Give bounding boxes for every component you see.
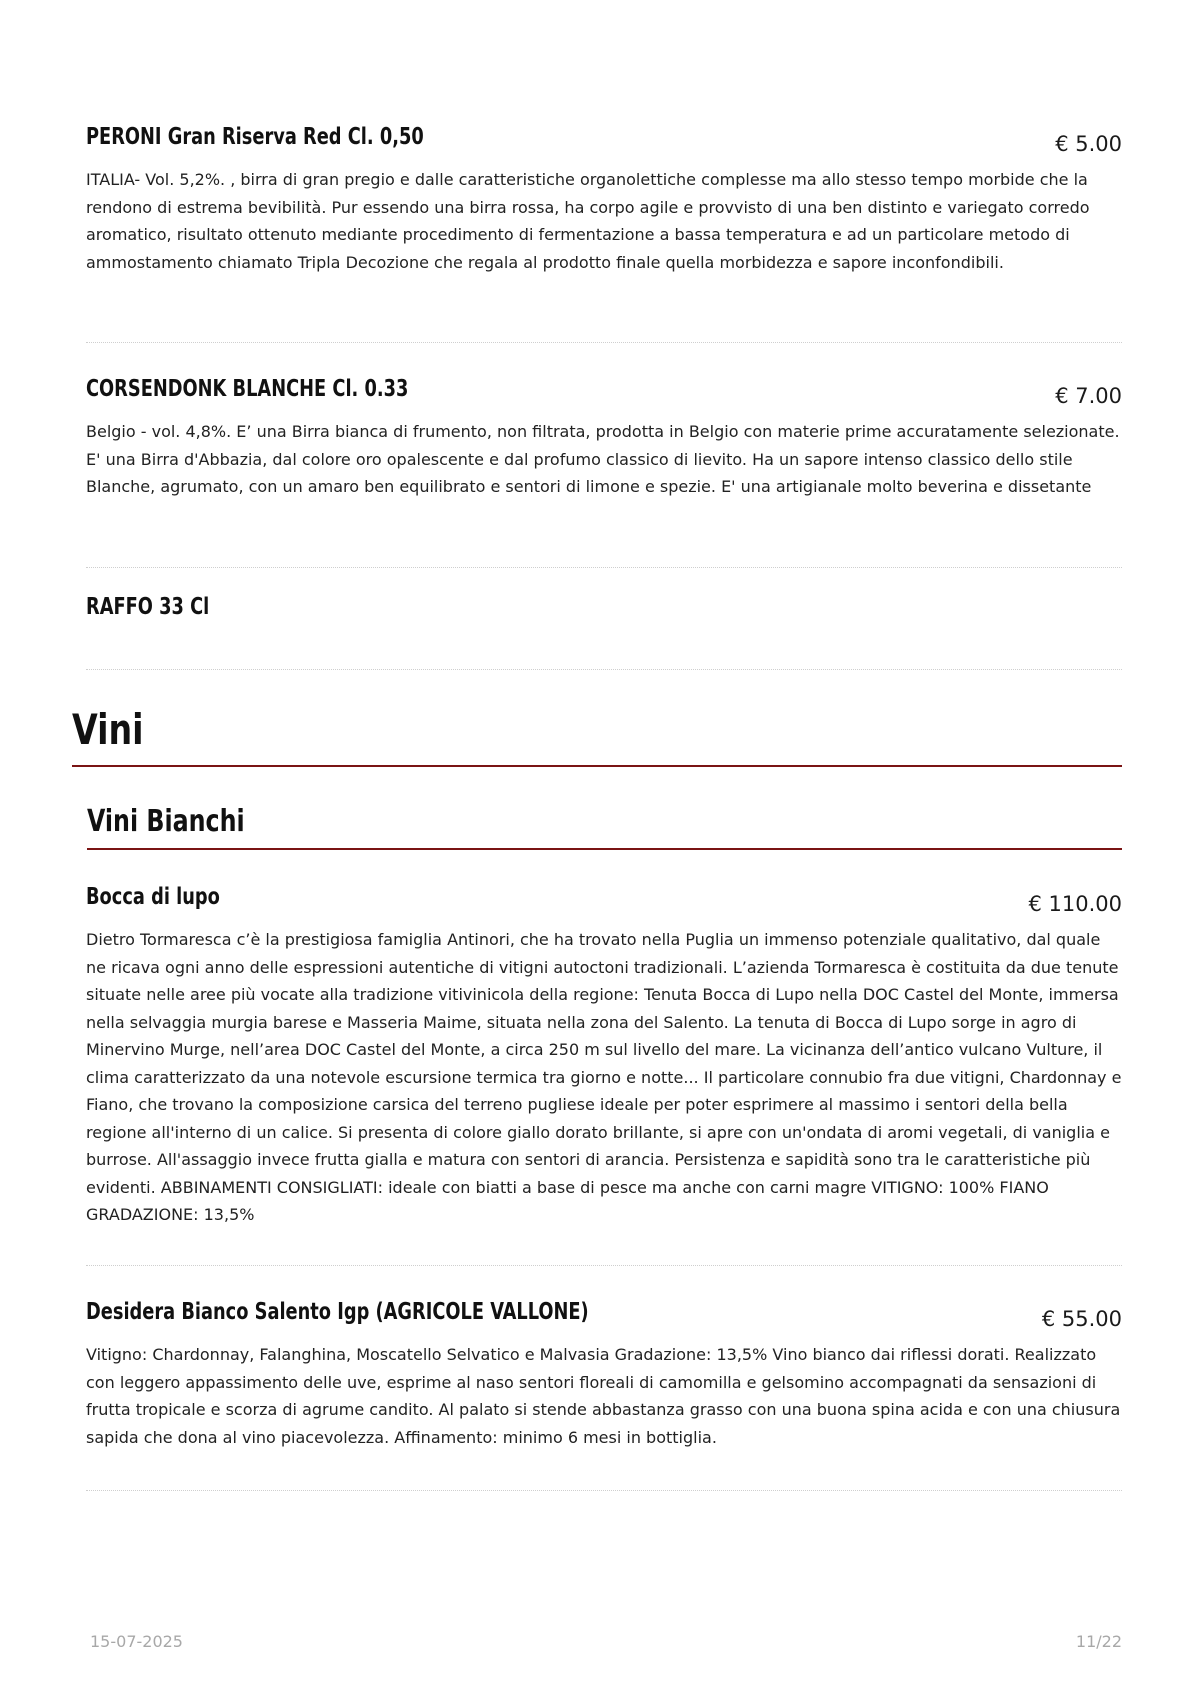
item-price: € 110.00 [1028, 892, 1122, 916]
section-title: Vini [72, 705, 144, 754]
item-name: PERONI Gran Riserva Red Cl. 0,50 [86, 124, 424, 150]
item-price: € 5.00 [1055, 132, 1122, 156]
item-description: ITALIA- Vol. 5,2%. , birra di gran pregio e dalle caratteristiche organolettiche complesse ma allo stesso tempo morbide che la rendono di estrema bevibilità. Pur essendo una birra rossa, ha corpo agile e provvisto di una ben distinto e variegato corredo aromatico, risultato ottenuto mediante procedimento di fermentazione a bassa temperatura e ad un particolare metodo di ammostamento chiamato Tripla Decozione che regala al prodotto finale quella morbidezza e sapore inconfondibili. [86, 170, 1090, 272]
item-name: RAFFO 33 Cl [86, 594, 210, 620]
footer-page-number: 11/22 [1075, 1632, 1122, 1651]
item-description: Vitigno: Chardonnay, Falanghina, Moscatello Selvatico e Malvasia Gradazione: 13,5% Vino bianco dai riflessi dorati. Realizzato con leggero appassimento delle uve, esprime al naso sentori floreali di camomilla e gelsomino accompagnati da sensazioni di frutta tropicale e scorza di agrume candito. Al palato si stende abbastanza grasso con una buona spina acida e con una chiusura sapida che dona al vino piacevolezza. Affinamento: minimo 6 mesi in bottiglia. [86, 1345, 1121, 1447]
footer-date: 15-07-2025 [90, 1632, 183, 1651]
item-separator [86, 669, 1122, 670]
subsection-title: Vini Bianchi [87, 804, 245, 839]
item-separator [86, 1490, 1122, 1491]
item-separator [86, 1265, 1122, 1266]
item-description: Belgio - vol. 4,8%. E’ una Birra bianca di frumento, non filtrata, prodotta in Belgio con materie prime accuratamente selezionate. E' una Birra d'Abbazia, dal colore oro opalescente e dal profumo classico di lievito. Ha un sapore intenso classico dello stile Blanche, agrumato, con un amaro ben equilibrato e sentori di limone e spezie. E' una artigianale molto beverina e dissetante [86, 422, 1120, 496]
item-price: € 7.00 [1055, 384, 1122, 408]
item-name: CORSENDONK BLANCHE Cl. 0.33 [86, 376, 409, 402]
subsection-rule [87, 848, 1122, 850]
section-rule [72, 765, 1122, 767]
item-separator [86, 342, 1122, 343]
item-price: € 55.00 [1041, 1307, 1122, 1331]
item-description: Dietro Tormaresca c’è la prestigiosa famiglia Antinori, che ha trovato nella Puglia un immenso potenziale qualitativo, dal quale ne ricava ogni anno delle espressioni autentiche di vitigni autoctoni tradizionali. L’azienda Tormaresca è costituita da due tenute situate nelle aree più vocate alla tradizione vitivinicola della regione: Tenuta Bocca di Lupo nella DOC Castel del Monte, immersa nella selvaggia murgia barese e Masseria Maime, situata nella zona del Salento. La tenuta di Bocca di Lupo sorge in agro di Minervino Murge, nell’area DOC Castel del Monte, a circa 250 m sul livello del mare. La vicinanza dell’antico vulcano Vulture, il clima caratterizzato da una notevole escursione termica tra giorno e notte... Il particolare connubio fra due vitigni, Chardonnay e Fiano, che trovano la composizione carsica del terreno pugliese ideale per poter esprimere al massimo i sentori della bella regione all'interno di un calice. Si presenta di colore giallo dorato brillante, si apre con un'ondata di aromi vegetali, di vaniglia e burrose. All'assaggio invece frutta gialla e matura con sentori di arancia. Persistenza e sapidità sono tra le caratteristiche più evidenti. ABBINAMENTI CONSIGLIATI: ideale con biatti a base di pesce ma anche con carni magre VITIGNO: 100% FIANO GRADAZIONE: 13,5% [86, 930, 1122, 1224]
item-separator [86, 567, 1122, 568]
item-name: Bocca di lupo [86, 884, 220, 910]
item-name: Desidera Bianco Salento Igp (AGRICOLE VALLONE) [86, 1299, 589, 1325]
